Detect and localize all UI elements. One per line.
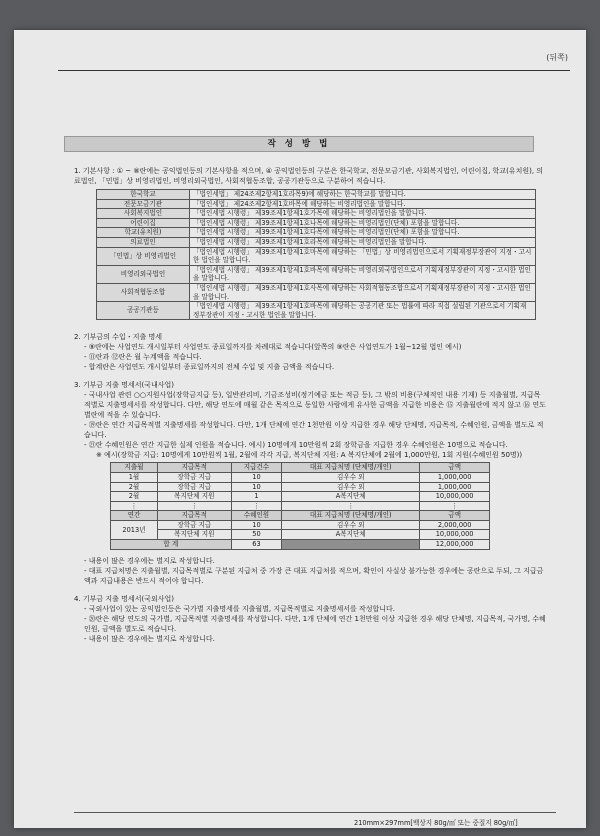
category-row: [97, 247, 536, 265]
category-name: 「민법」상 비영리법인: [97, 247, 190, 265]
category-desc: 「법인세법 시행령」 제39조제1항제1호다목에 해당하는 비영리법인(단체) 포함을 말합니다.: [190, 228, 536, 238]
col-month: 지출월: [111, 463, 158, 473]
section-3: [74, 380, 546, 585]
category-row: [97, 265, 536, 283]
section-4-title: 4. 기부금 지출 명세서(국외사업): [74, 594, 174, 603]
table-row: 1월 장학금 지급 10 김우수 외 1,000,000: [111, 472, 490, 482]
col-amount: 금액: [420, 463, 490, 473]
section-3-title: 3. 기부금 지출 명세서(국내사업): [74, 381, 174, 390]
header-rule: [58, 70, 570, 71]
section-4-line-1: - 국외사업이 있는 공익법인등은 국가별 지출명세를 지출월별, 지급목적별로 지출명세서를 작성합니다.: [84, 604, 396, 613]
content: [74, 160, 546, 644]
category-name: 전문모금기관: [97, 199, 190, 209]
section-3-line-4: - 내용이 많은 경우에는 별지로 작성합니다.: [84, 556, 215, 565]
category-desc: 「법인세법 시행령」 제39조제1항제1호마목에 해당하는 「민법」상 비영리법인으로서 기획재정부장관이 지정・고시한 법인을 말합니다.: [190, 247, 536, 265]
table-row: ⋮ ⋮ ⋮ ⋮ ⋮: [111, 501, 490, 511]
total-row: 합 계 63 12,000,000: [111, 540, 490, 550]
category-name: 비영리외국법인: [97, 265, 190, 283]
col-item: 지급목적: [157, 463, 231, 473]
section-2-line-2: - ⑪란과 ⑫란은 월 누계액을 적습니다.: [84, 353, 202, 362]
category-row: [97, 199, 536, 209]
category-desc: 「법인세법 시행령」 제39조제1항제1호가목에 해당하는 비영리법인을 말합니다.: [190, 209, 536, 219]
section-2-line-1: - ⑨란에는 사업연도 개시일부터 사업연도 종료일까지를 차례대로 적습니다(앞쪽의 ⑨란은 사업연도가 1월~12월 법인 예시): [84, 343, 462, 352]
footer-rule: [74, 812, 556, 813]
section-1-text: 1. 기본사항 : ① ~ ⑧란에는 공익법인등의 기본사항을 적으며, ④ 공익법인등의 구분은 한국학교, 전문모금기관, 사회복지법인, 어린이집, 학교(유치원), 의료법인, 「민법」상 비영리법인, 비영리외국법인, 사회적협동조합, 공공기관등으로 구분하여 적습니다.: [74, 167, 544, 185]
col-rep: 대표 지급처명 (단체명/개인): [282, 463, 420, 473]
section-4-line-3: - 내용이 많은 경우에는 별지로 작성합니다.: [84, 634, 215, 643]
paper-spec: 210mm×297mm[백상지 80g/㎡ 또는 중질지 80g/㎡]: [354, 819, 518, 827]
category-row: [97, 209, 536, 219]
category-desc: 「법인세법 시행령」 제39조제1항제1호나목에 해당하는 비영리법인(단체) 포함을 말합니다.: [190, 218, 536, 228]
category-row: [97, 228, 536, 238]
category-name: 학교(유치원): [97, 228, 190, 238]
category-row: [97, 302, 536, 320]
category-table: [96, 189, 536, 320]
section-3-line-3: - ㉑란 수혜인원은 연간 지급한 실제 인원을 적습니다. 예시) 10명에게 10만원씩 2회 장학금을 지급한 경우 수혜인원은 10명으로 적습니다.: [84, 441, 508, 450]
category-desc: 「법인세법」 제24조제2항제1호바목에 해당하는 비영리법인을 말합니다.: [190, 199, 536, 209]
table-row: 2월 장학금 지급 10 김우수 외 1,000,000: [111, 482, 490, 492]
category-desc: 「법인세법」 제24조제2항제1호라목9)에 해당하는 한국학교를 말합니다.: [190, 190, 536, 200]
section-4: [74, 594, 546, 644]
section-2-title: 2. 기부금의 수입・지출 명세: [74, 333, 162, 342]
category-name: 사회복지법인: [97, 209, 190, 219]
section-3-line-1: - 국내사업 관련 ○○지원사업(장학금지급 등), 일반관리비, 기금조성비(정기예금 또는 적금 등), 그 밖의 비용(구체적인 내용 기재) 등 지출월별, 지급목적별로 지출명세서를 작성합니다. 다만, 해당 연도에 매월 같은 목적으로 동일한 사람에게 유사한 금액을 지급한 비용은 ⑮ 지출월란에 적지 않고 ⑯ 연도별란에 적을 수 있습니다.: [84, 391, 546, 420]
category-name: 의료법인: [97, 237, 190, 247]
category-row: [97, 190, 536, 200]
category-row: [97, 237, 536, 247]
category-name: 어린이집: [97, 218, 190, 228]
section-3-line-5: - 대표 지급처명은 지출월별, 지급목적별로 구분된 지급처 중 가장 큰 대표 지급처를 적으며, 확인이 사실상 불가능한 경우에는 공란으로 두되, 그 지급금액과 지급내용은 반드시 적어야 합니다.: [84, 566, 544, 585]
page-side-note: (뒤쪽): [546, 53, 568, 62]
section-4-line-2: - ⑳란은 해당 연도의 국가별, 지급목적별 지출명세를 작성합니다. 다만, 1개 단체에 연간 1천만원 이상 지급한 경우 해당 단체명, 지급목적, 국가명, 수혜인원, 금액을 별도로 적습니다.: [84, 614, 546, 633]
category-desc: 「법인세법 시행령」 제39조제1항제1호사목에 해당하는 사회적협동조합으로서 기획재정부장관이 지정・고시한 법인을 말합니다.: [190, 283, 536, 301]
table-row: 2013년 장학금 지급 10 김우수 외 2,000,000: [111, 520, 490, 530]
category-desc: 「법인세법 시행령」 제39조제1항제1호라목에 해당하는 비영리법인을 말합니다.: [190, 237, 536, 247]
section-2-line-3: - 합계란은 사업연도 개시일부터 종료일까지의 전체 수입 및 지출 금액을 적습니다.: [84, 363, 335, 372]
category-desc: 「법인세법 시행령」 제39조제1항제1호바목에 해당하는 비영리외국법인으로서 기획재정부장관이 지정・고시한 법인을 말합니다.: [190, 265, 536, 283]
section-3-example: ※ 예시(장학금 지급: 10명에게 10만원씩 1월, 2월에 각각 지급, 복지단체 지원: A 복지단체에 2월에 1,000만원, 1회 지원(수혜인원 50명)): [96, 451, 523, 460]
example-table: 지출월 지급목적 지급건수 대표 지급처명 (단체명/개인) 금액 1월 장학금 지급 10 김우수 외 1,000,000 2월 장학금 지급 10 김우수 외 1,000,000 2월 복지단체 지원 1 A복지단체 10,000,000 ⋮ ⋮ ⋮ ⋮ ⋮ 연간 지급목적 수혜인원 대표 지급처명 (단체명/개인) 금액 2013년 장학금 지급 10 김우수 외 2,000,000 복지단체 지원 50 A복지단체 10,000,000 합 계 63 12,000,000: [110, 462, 490, 549]
document-page: [14, 30, 586, 828]
table-row: 2월 복지단체 지원 1 A복지단체 10,000,000: [111, 492, 490, 502]
category-desc: 「법인세법 시행령」 제39조제1항제1호바목에 해당하는 공공기관 또는 법률에 따라 직접 설립된 기관으로서 기획재정부장관이 지정・고시한 법인을 말합니다.: [190, 302, 536, 320]
category-row: [97, 218, 536, 228]
category-name: 공공기관등: [97, 302, 190, 320]
col-count: 지급건수: [231, 463, 282, 473]
category-name: 한국학교: [97, 190, 190, 200]
category-name: 사회적협동조합: [97, 283, 190, 301]
table-row: 복지단체 지원 50 A복지단체 10,000,000: [111, 530, 490, 540]
section-2: [74, 332, 546, 372]
section-3-line-2: - ⑲란은 연간 지급목적별 지출명세를 작성합니다. 다만, 1개 단체에 연간 1천만원 이상 지급한 경우 해당 단체명, 지급목적, 수혜인원, 금액을 별도로 적습니다.: [84, 421, 544, 440]
category-row: [97, 283, 536, 301]
page-title: 작 성 방 법: [64, 136, 534, 152]
section-1: [74, 166, 546, 320]
